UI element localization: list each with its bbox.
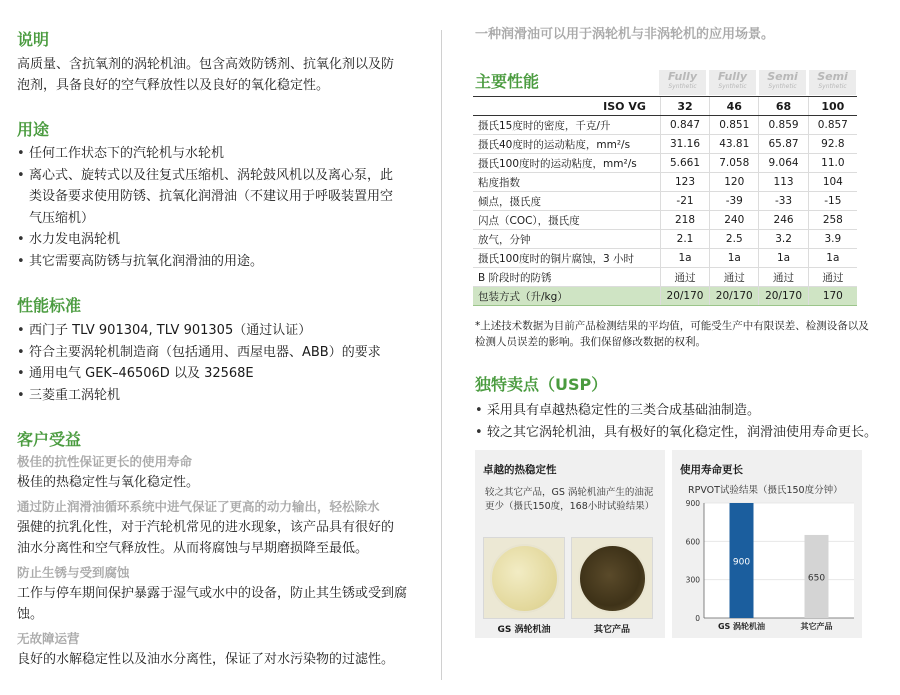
bar-value-label: 650 (807, 573, 826, 584)
y-tick-label: 600 (685, 537, 700, 547)
plot-area (704, 503, 854, 618)
rpvot-chart (672, 450, 862, 638)
table-row: 倾点，摄氏度 -21 -39 -33 -15 (473, 192, 857, 211)
section-title-properties: 主要性能 (475, 72, 540, 91)
sample-photo-other (571, 537, 653, 619)
sludge-filter-disc (578, 544, 647, 613)
table-row: 摄氏15度时的密度，千克/升 0.847 0.851 0.859 0.857 (473, 116, 857, 135)
benefit-subtitle: 极佳的抗性保证更长的使用寿命 (17, 454, 193, 469)
benefit-subtitle: 防止生锈与受到腐蚀 (17, 565, 130, 580)
benefits-block (17, 452, 432, 670)
sample-label: GS 涡轮机油 (497, 625, 551, 635)
section-title-usp: 独特卖点（USP） (475, 375, 608, 394)
use-item: • 水力发电涡轮机 (17, 229, 427, 251)
packaging-row: 包装方式（升/kg） 20/170 20/170 20/170 170 (473, 287, 857, 306)
use-item: • 离心式、旋转式以及往复式压缩机、涡轮鼓风机以及离心泵，此 类设备要求使用防锈、抗氧化润滑油（不建议用于呼吸装置用空 气压缩机） (17, 165, 427, 230)
benefit-subtitle: 通过防止润滑油循环系统中进气保证了更高的动力输出，轻松除水 (17, 499, 380, 514)
grade-header: Semi Synthetic (759, 70, 806, 95)
benefit-text: 油水分离性和空气释放性。从而将腐蚀与早期磨损降至最低。 (17, 541, 369, 556)
iso-row: ISO VG 32 46 68 100 (473, 97, 857, 116)
table-row: B 阶段时的防锈 通过 通过 通过 通过 (473, 268, 857, 287)
grade-header: Fully Synthetic (709, 70, 756, 95)
use-list (17, 143, 427, 272)
standard-item: • 通用电气 GEK–46506D 以及 32568E (17, 363, 427, 385)
standard-item: • 西门子 TLV 901304, TLV 901305（通过认证） (17, 320, 427, 342)
benefit-text: 工作与停车期间保护暴露于湿气或水中的设备，防止其生锈或受到腐蚀。 (17, 586, 408, 622)
description-line: 高质量、含抗氧剂的涡轮机油。包含高效防锈剂、抗氧化剂以及防 (17, 57, 395, 72)
standard-item: • 三菱重工涡轮机 (17, 385, 427, 407)
bar-value-label: 900 (732, 557, 751, 568)
standards-list (17, 320, 427, 406)
description-text (17, 54, 427, 96)
usp-list (475, 400, 890, 443)
table-row: 摄氏40度时的运动粘度，mm²/s 31.16 43.81 65.87 92.8 (473, 135, 857, 154)
use-item: • 任何工作状态下的汽轮机与水轮机 (17, 143, 427, 165)
description-line: 泡剂，具备良好的空气释放性以及良好的氧化稳定性。 (17, 78, 330, 93)
section-title-description: 说明 (17, 30, 50, 49)
thermal-stability-box (475, 450, 665, 638)
standard-item: • 符合主要涡轮机制造商（包括通用、西屋电器、ABB）的要求 (17, 342, 427, 364)
grade-header: Fully Synthetic (659, 70, 706, 95)
clean-filter-disc (490, 544, 559, 613)
category-label: GS 涡轮机油 (717, 622, 766, 631)
table-row: 放气，分钟 2.1 2.5 3.2 3.9 (473, 230, 857, 249)
benefit-subtitle: 无故障运营 (17, 631, 80, 646)
usp-item: • 较之其它涡轮机油，具有极好的氧化稳定性，润滑油使用寿命更长。 (475, 422, 890, 444)
box-title: 卓越的热稳定性 (483, 464, 557, 476)
footnote: *上述技术数据为目前产品检测结果的平均值，可能受生产中有限误差、检测设备以及 检测人员误差的影响。我们保留修改数据的权利。 (475, 320, 869, 348)
intro-text: 一种润滑油可以用于涡轮机与非涡轮机的应用场景。 (475, 27, 775, 42)
y-tick-label: 900 (685, 499, 700, 508)
section-title-standards: 性能标准 (17, 296, 82, 315)
sample-label: 其它产品 (593, 625, 630, 635)
use-item: • 其它需要高防锈与抗氧化润滑油的用途。 (17, 251, 427, 273)
table-row: 摄氏100度时的铜片腐蚀，3 小时 1a 1a 1a 1a (473, 249, 857, 268)
table-row: 摄氏100度时的运动粘度，mm²/s 5.661 7.058 9.064 11.0 (473, 154, 857, 173)
benefit-text: 强健的抗乳化性，对于汽轮机常见的进水现象，该产品具有很好的 (17, 520, 395, 535)
sample-photo-gs (483, 537, 565, 619)
y-tick-label: 300 (685, 575, 700, 585)
grade-header: Semi Synthetic (809, 70, 856, 95)
usp-item: • 采用具有卓越热稳定性的三类合成基础油制造。 (475, 400, 890, 422)
benefit-text: 良好的水解稳定性以及油水分离性，保证了对水污染物的过滤性。 (17, 652, 395, 667)
box-title: 使用寿命更长 (680, 464, 743, 476)
benefit-text: 极佳的热稳定性与氧化稳定性。 (17, 475, 200, 490)
section-title-benefits: 客户受益 (17, 430, 82, 449)
section-title-use: 用途 (17, 120, 50, 139)
y-tick-label: 0 (695, 614, 700, 623)
category-label: 其它产品 (800, 622, 833, 631)
chart-title: RPVOT试验结果（摄氏150度分钟） (688, 485, 843, 496)
service-life-box (672, 450, 862, 638)
table-row: 闪点（COC），摄氏度 218 240 246 258 (473, 211, 857, 230)
column-divider (441, 30, 442, 680)
properties-table (473, 96, 857, 306)
table-row: 粘度指数 123 120 113 104 (473, 173, 857, 192)
box-description: 较之其它产品，GS 涡轮机油产生的油泥 更少（摄氏150度，168小时试验结果） (485, 487, 655, 512)
